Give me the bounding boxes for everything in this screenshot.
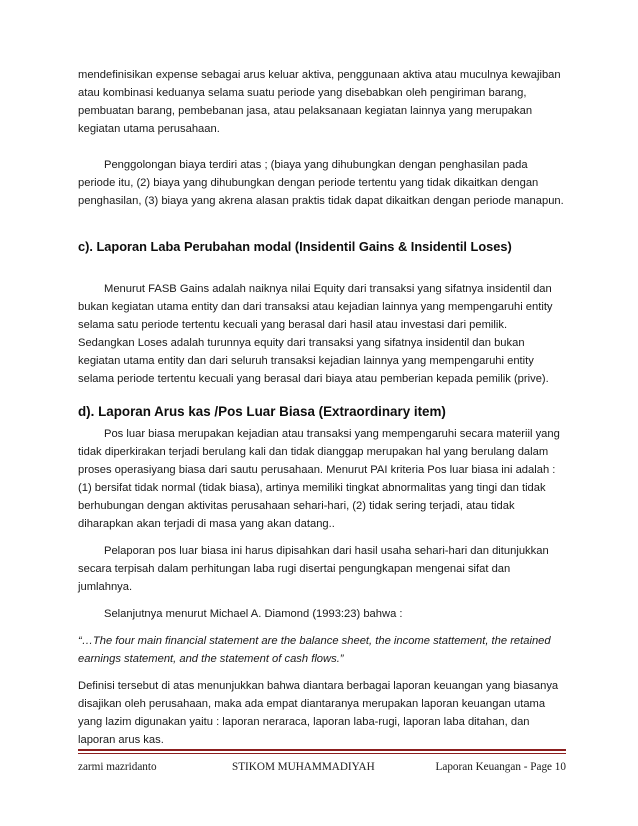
heading-section-c: c). Laporan Laba Perubahan modal (Insidentil Gains & Insidentil Loses) [78, 239, 512, 254]
paragraph-definition-summary: Definisi tersebut di atas menunjukkan bahwa diantara berbagai laporan keuangan yang biasanya disajikan oleh perusahaan, maka ada empat diantaranya merupakan laporan keuangan utama yang lazim digunakan yaitu : laporan neraraca, laporan laba-rugi, laporan laba ditahan, dan laporan arus kas. [78, 680, 559, 746]
paragraph-diamond-citation: Selanjutnya menurut Michael A. Diamond (1993:23) bahwa : [104, 608, 403, 620]
paragraph-cost-classification: Penggolongan biaya terdiri atas ; (biaya yang dihubungkan dengan penghasilan pada periode itu, (2) biaya yang dihubungkan dengan periode tertentu yang tidak dikaitkan dengan penghasilan, (3) biaya yang akrena alasan praktis tidak dapat dikaitkan dengan periode manapun. [78, 159, 564, 207]
paragraph-gains-losses: Menurut FASB Gains adalah naiknya nilai Equity dari transaksi yang sifatnya insidentil dan bukan kegiatan utama entity dan dari transaksi atau kejadian lainnya yang mempengaruhi entity selama satu periode tertentu kecuali yang berasal dari hasil atau investasi dari pemilik. Sedangkan Loses adalah turunnya equity dari transaksi yang sifatnya insidentil dan bukan kegiatan utama entity dan dari seluruh transaksi kejadian lainnya yang mempengaruhi entity selama periode tertentu kecuali yang berasal dari biaya atau pemberian kepada pemilik (prive). [78, 283, 553, 385]
paragraph-extraordinary-items: Pos luar biasa merupakan kejadian atau transaksi yang mempengaruhi secara materiil yang tidak diperkirakan terjadi berulang kali dan tidak dianggap merupakan hal yang berulang dalam proses operasiyang biasa dari sautu perusahaan. Menurut PAI kriteria Pos luar biasa ini adalah : (1) bersifat tidak normal (tidak biasa), artinya memiliki tingkat abnormalitas yang tingi dan tidak berhubungan dengan aktivitas perusahaan sehari-hari, (2) tidak sering terjadi, atau tidak diharapkan akan terjadi di masa yang akan datang.. [78, 428, 560, 530]
footer-author: zarmi mazridanto [78, 761, 157, 773]
document-page [78, 66, 566, 749]
footer-rule-thick [78, 749, 566, 751]
footer-rule-thin [78, 753, 566, 754]
paragraph-extraordinary-reporting: Pelaporan pos luar biasa ini harus dipisahkan dari hasil usaha sehari-hari dan ditunjukkan secara terpisah dalam perhitungan laba rugi disertai pengungkapan mengenai sifat dan jumlahnya. [78, 545, 549, 593]
footer-page-label: Laporan Keuangan - Page 10 [435, 761, 566, 773]
footer-institution: STIKOM MUHAMMADIYAH [232, 761, 375, 773]
quote-financial-statements: “…The four main financial statement are the balance sheet, the income stattement, the retained earnings statement, and the statement of cash flows.” [78, 635, 551, 665]
paragraph-expense-definition: mendefinisikan expense sebagai arus keluar aktiva, penggunaan aktiva atau muculnya kewajiban atau kombinasi keduanya selama suatu periode yang disebabkan oleh pengiriman barang, pembuatan barang, pembebanan jasa, atau pelaksanaan kegiatan lainnya yang merupakan kegiatan utama perusahaan. [78, 69, 561, 135]
heading-section-d: d). Laporan Arus kas /Pos Luar Biasa (Extraordinary item) [78, 404, 446, 419]
